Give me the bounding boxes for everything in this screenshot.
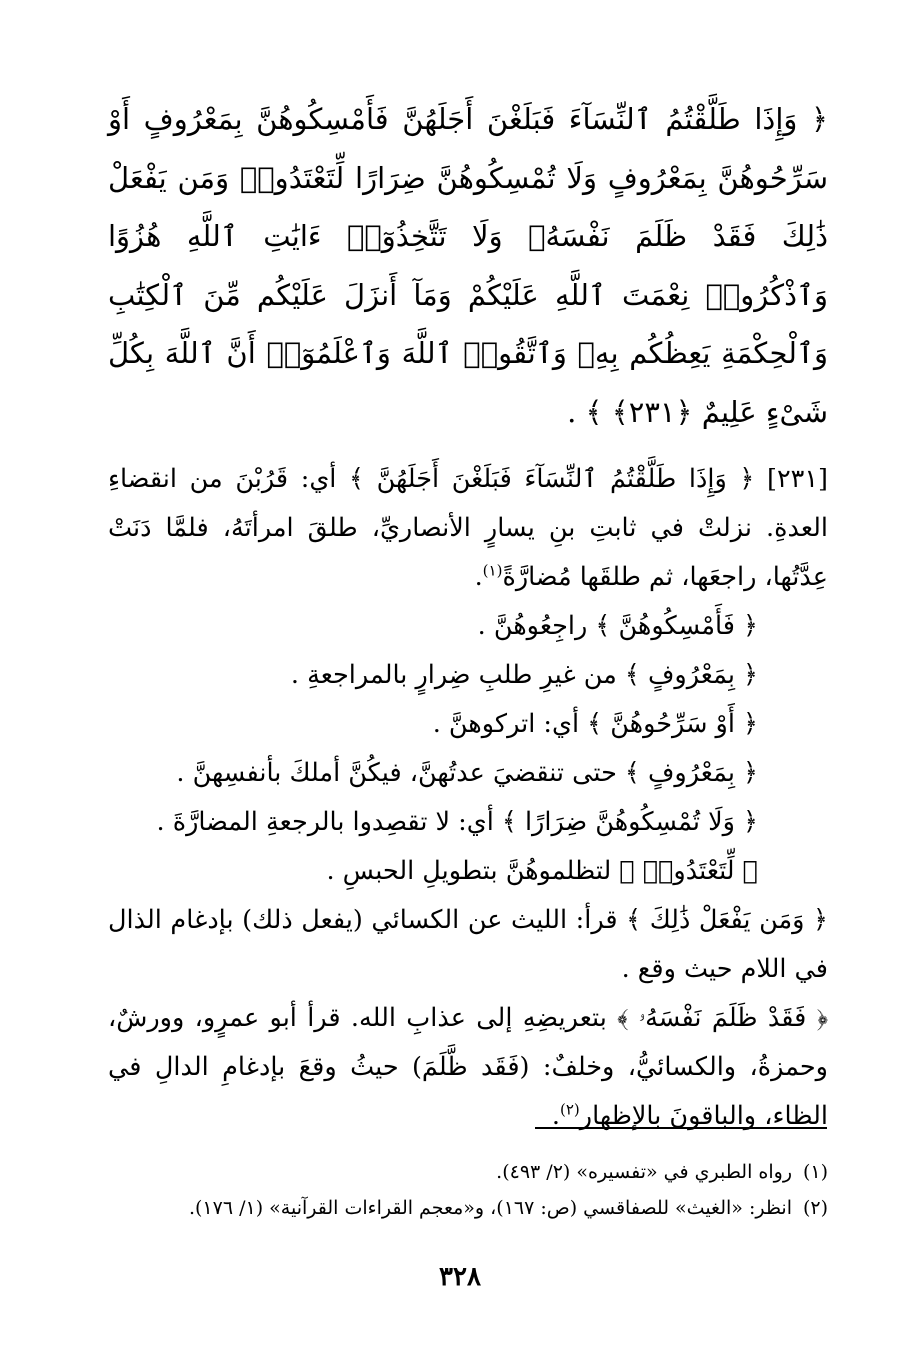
- commentary-text-end: .: [474, 562, 483, 592]
- footnote-ref-2[interactable]: (٢): [559, 1100, 580, 1119]
- commentary-text-end: .: [551, 1101, 560, 1131]
- commentary-paragraph-zalama: [108, 994, 828, 1141]
- footnote-number: (١): [802, 1161, 828, 1183]
- footnotes: [108, 1154, 828, 1226]
- footnote-ref-1[interactable]: (١): [482, 561, 503, 580]
- commentary-text: ﴿ فَقَدْ ظَلَمَ نَفْسَهُۥ ﴾ بتعريضِهِ إلى عذابِ الله. قرأ أبو عمرٍو، وورشٌ، وحمزةُ، والكسائيُّ، وخلفٌ: (فَقَد ظَّلَمَ) حيثُ وقعَ بإدغامِ الدالِ في الظاء، والباقونَ بالإظهار: [108, 1003, 828, 1131]
- gloss-line: ﴿ بِمَعْرُوفٍ ﴾ حتى تنقضيَ عدتُهنَّ، فيكُنَّ أملكَ بأنفسِهنَّ .: [176, 758, 758, 788]
- footnote-text: رواه الطبري في «تفسيره» (٢/ ٤٩٣).: [496, 1161, 792, 1183]
- footnote-divider: [535, 1127, 827, 1129]
- quran-verse: ﴿ وَإِذَا طَلَّقْتُمُ ٱلنِّسَآءَ فَبَلَغْنَ أَجَلَهُنَّ فَأَمْسِكُوهُنَّ بِمَعْرُوفٍ أَوْ سَرِّحُوهُنَّ بِمَعْرُوفٍ وَلَا تُمْسِكُوهُنَّ ضِرَارًا لِّتَعْتَدُوا۟ وَمَن يَفْعَلْ ذَٰلِكَ فَقَدْ ظَلَمَ نَفْسَهُۥ وَلَا تَتَّخِذُوٓا۟ ءَايَٰتِ ٱللَّهِ هُزُوًا وَٱذْكُرُوا۟ نِعْمَتَ ٱللَّهِ عَلَيْكُمْ وَمَآ أَنزَلَ عَلَيْكُم مِّنَ ٱلْكِتَٰبِ وَٱلْحِكْمَةِ يَعِظُكُم بِهِۦ وَٱتَّقُوا۟ ٱللَّهَ وَٱعْلَمُوٓا۟ أَنَّ ٱللَّهَ بِكُلِّ شَىْءٍ عَلِيمٌ ﴿٢٣١﴾ ﴾ .: [108, 102, 828, 429]
- main-text: [108, 90, 828, 1141]
- gloss-line: ﴿ بِمَعْرُوفٍ ﴾ من غيرِ طلبِ ضِرارٍ بالمراجعةِ .: [290, 660, 758, 690]
- commentary-paragraph-reading: ﴿ وَمَن يَفْعَلْ ذَٰلِكَ ﴾ قرأ: الليث عن الكسائي (يفعل ذلك) بإدغام الذال في اللام حيث وقع .: [108, 905, 828, 984]
- gloss-line: ﴿ فَأَمْسِكُوهُنَّ ﴾ راجِعُوهُنَّ .: [477, 611, 758, 641]
- commentary-paragraph-231: [108, 455, 828, 602]
- footnote-2: [108, 1190, 828, 1226]
- gloss-line: ﴿ وَلَا تُمْسِكُوهُنَّ ضِرَارًا ﴾ أي: لا تقصِدوا بالرجعةِ المضارَّةَ .: [156, 807, 758, 837]
- commentary-text: [٢٣١] ﴿ وَإِذَا طَلَّقْتُمُ ٱلنِّسَآءَ فَبَلَغْنَ أَجَلَهُنَّ ﴾ أي: قَرُبْنَ من انقضاءِ العدةِ. نزلتْ في ثابتِ بنِ يسارٍ الأنصاريِّ، طلقَ امرأتَهُ، فلمَّا دَنَتْ عِدَّتُها، راجعَها، ثم طلقَها مُضارَّةً: [108, 464, 828, 592]
- footnote-1: [108, 1154, 828, 1190]
- gloss-line: ﴿ أَوْ سَرِّحُوهُنَّ ﴾ أي: اتركوهنَّ .: [432, 709, 758, 739]
- footnote-text: انظر: «الغيث» للصفاقسي (ص: ١٦٧)، و«معجم القراءات القرآنية» (١/ ١٧٦).: [188, 1197, 792, 1219]
- gloss-line: ﴿ لِّتَعْتَدُوا۟ ﴾ لتظلموهُنَّ بتطويلِ الحبسِ .: [326, 856, 758, 886]
- page-number: ٣٢٨: [439, 1262, 481, 1292]
- footnote-number: (٢): [802, 1197, 828, 1219]
